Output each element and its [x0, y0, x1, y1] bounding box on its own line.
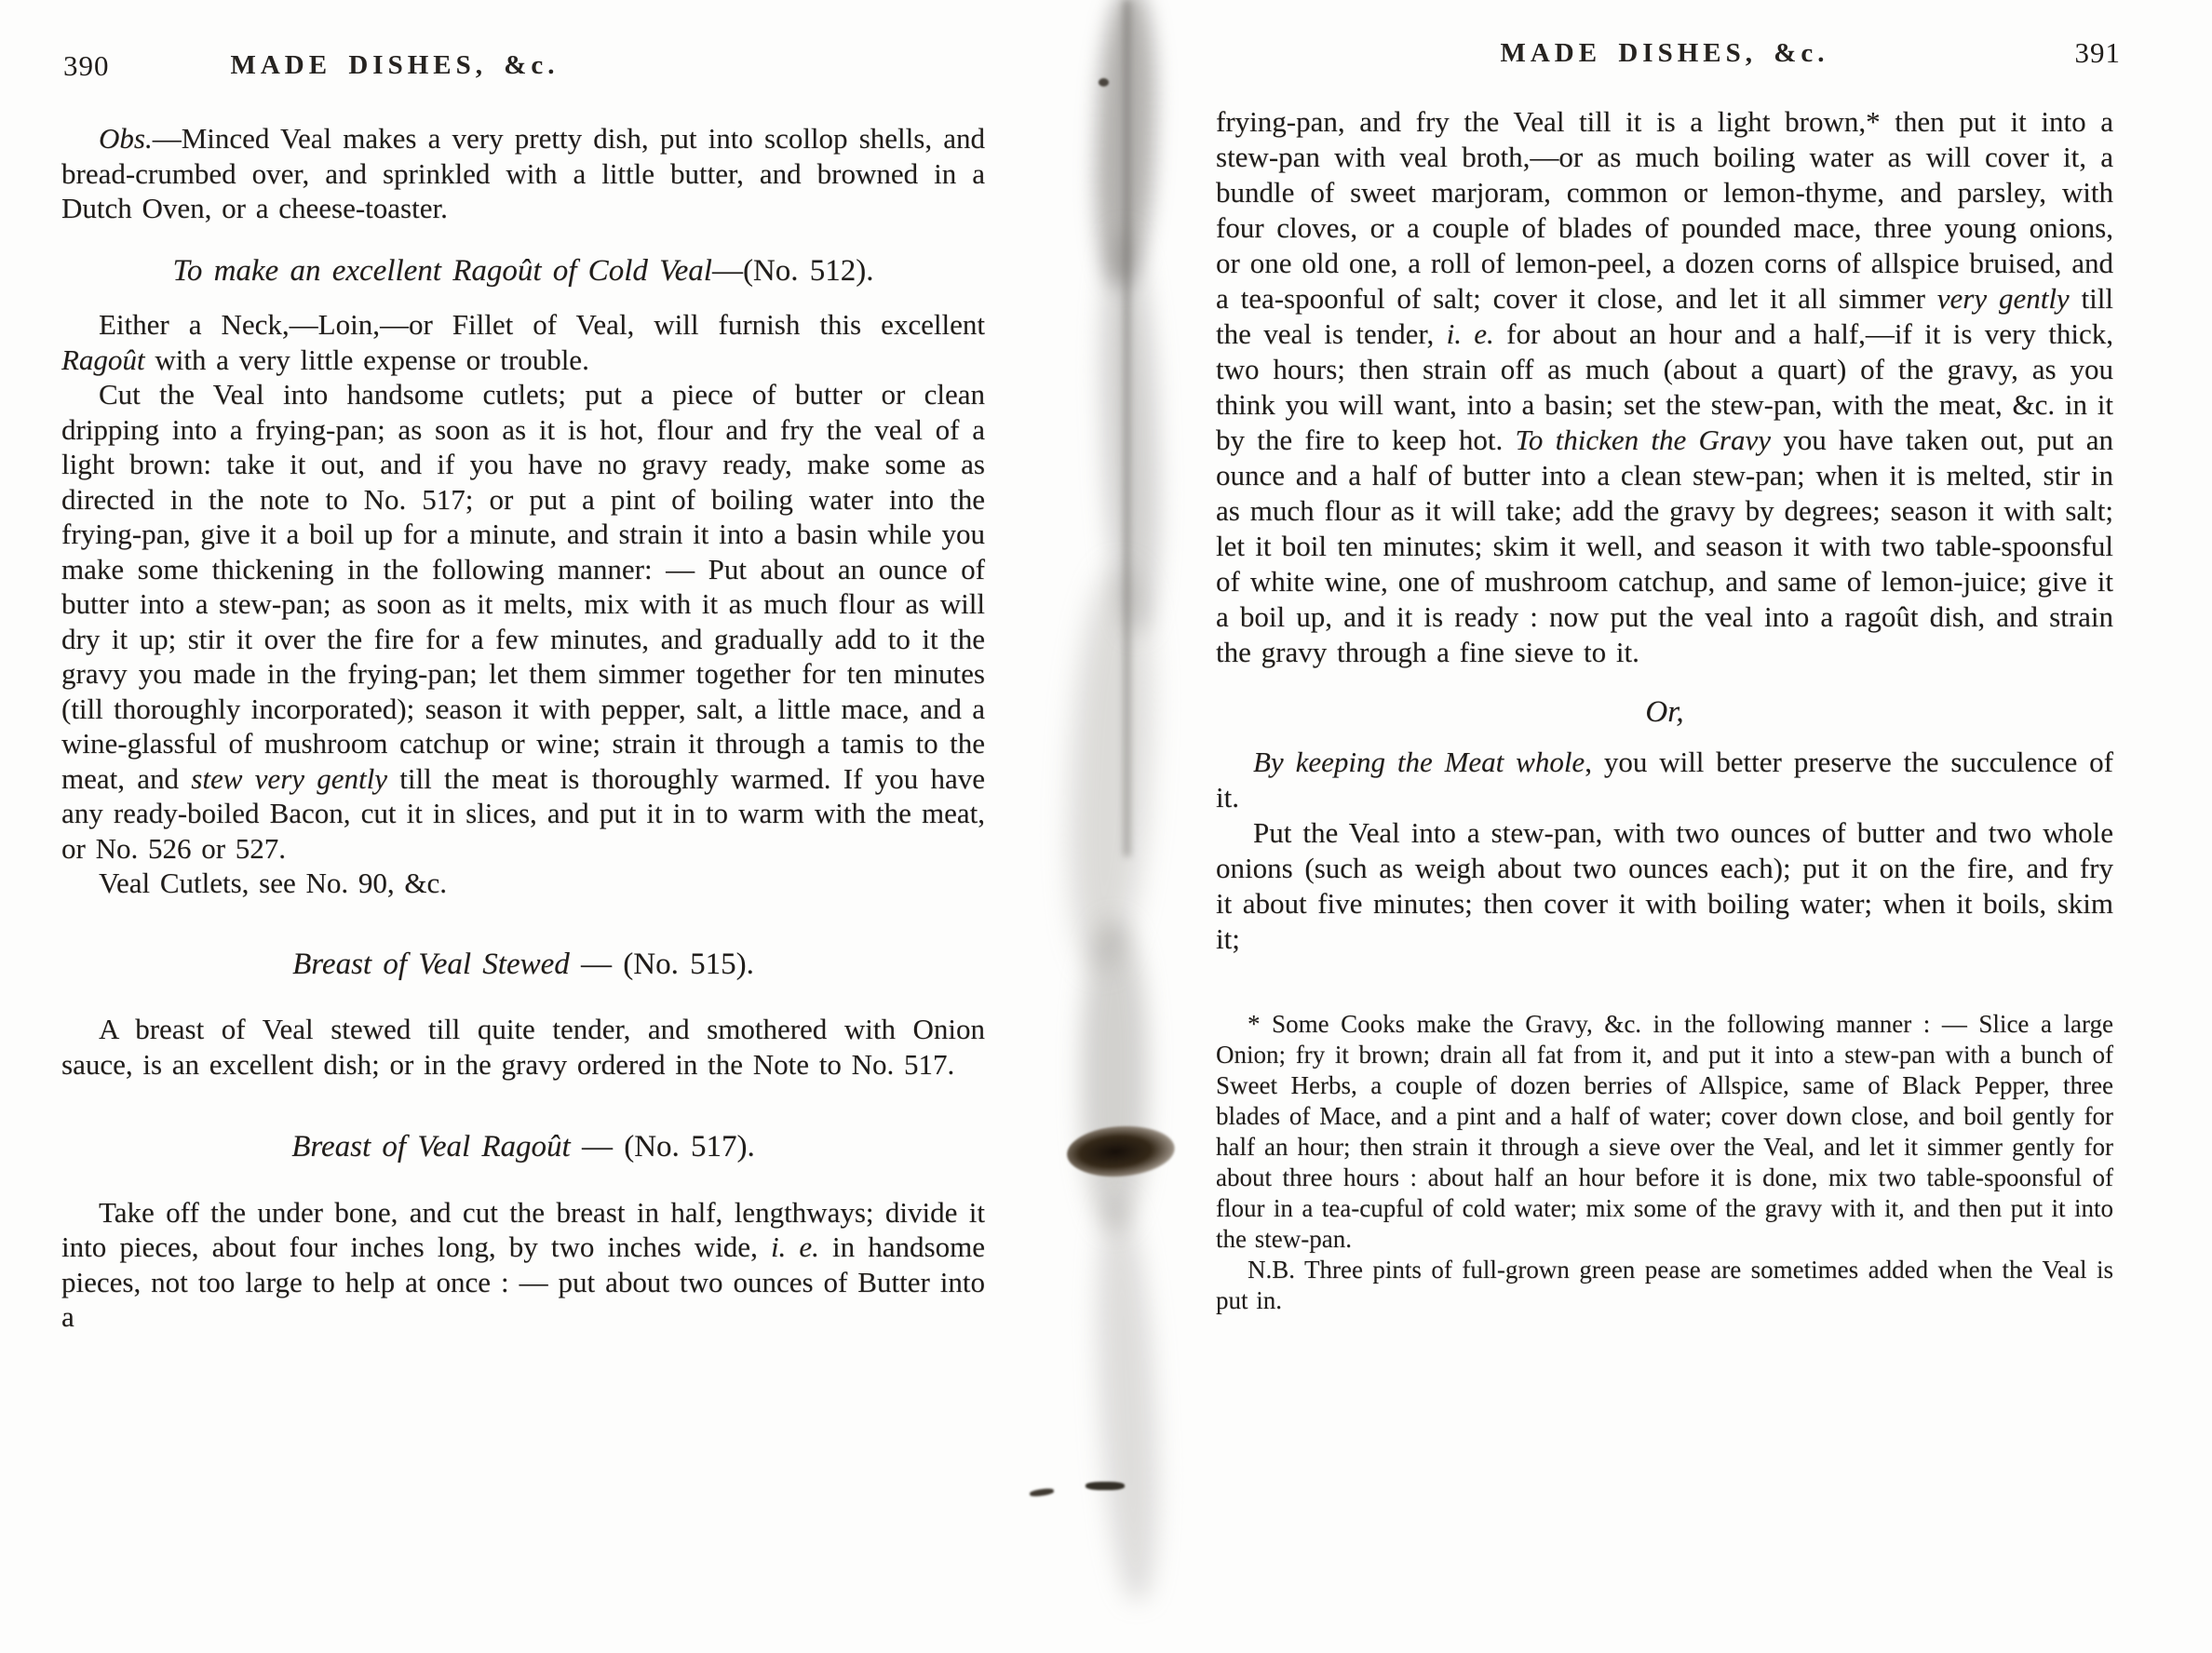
heading-no-515: Breast of Veal Stewed — (No. 515). — [292, 947, 754, 981]
paragraph-put-veal-stewpan: Put the Veal into a stew-pan, with two ounces of butter and two whole onions (such as weigh about two ounces each); put it on the fire, and fry it about five minutes; then cover it with boiling water; when it boils, skim it; — [1216, 816, 2113, 955]
paragraph-take-off-bone: Take off the under bone, and cut the breast in half, lengthways; divide it into pieces, about four inches long, by two inches wide, i. e. in handsome pieces, not too large to help at once : — put about two ounces of Butter into a — [61, 1195, 985, 1333]
paragraph-keeping-meat-whole: By keeping the Meat whole, you will better preserve the succulence of it. — [1216, 746, 2114, 813]
left-page-text-column — [61, 121, 985, 1335]
binding-shadow-middle — [1062, 566, 1159, 970]
binding-shadow-upper — [1098, 232, 1164, 634]
left-page-header — [61, 48, 985, 87]
binding-shadow-top — [1091, 0, 1159, 288]
left-page-number: 390 — [63, 49, 110, 82]
paragraph-cut-the-veal: Cut the Veal into handsome cutlets; put a piece of butter or clean dripping into a frying-pan; as soon as it is hot, flour and fry the veal of a light brown: take it out, and if you have no gravy ready, make some as directed in the note to No. 517; or put a pint of boiling water into the frying-pan, give it a boil up for a minute, and strain it into a basin while you make some thickening in the following manner: — Put about an ounce of butter into a stew-pan; as soon as it melts, mix with it as much flour as will dry it up; stir it over the fire for a few minutes, and gradually add to it the gravy you made in the frying-pan; let them simmer together for ten minutes (till thoroughly incorporated); season it with pepper, salt, a little mace, and a wine-glassful of mushroom catchup or wine; strain it through a tamis to the meat, and stew very gently till the meat is thoroughly warmed. If you have any ready-boiled Bacon, cut it in slices, and put it in to warm with the meat, or No. 526 or 527. — [61, 378, 985, 865]
binding-crease-line — [1124, 0, 1130, 856]
right-page-text-column — [1216, 104, 2113, 1316]
right-page-number: 391 — [2074, 36, 2121, 69]
right-running-head: MADE DISHES, &c. — [1500, 38, 1829, 68]
ink-blot-stain — [1065, 1122, 1176, 1180]
heading-or: Or, — [1645, 695, 1684, 729]
binding-shadow-bottom — [1090, 1200, 1165, 1602]
paragraph-frying-pan-continuation: frying-pan, and fry the Veal till it is a light brown,* then put it into a stew-pan with veal broth,—or as much boiling water as will cover it, a bundle of sweet marjoram, common or lemon-thyme, and parsley, with four cloves, or a couple of blades of pounded mace, three young onions, or one old one, a roll of lemon-peel, a dozen corns of allspice bruised, and a tea-spoonful of salt; cover it close, and let it all simmer very gently till the veal is tender, i. e. for about an hour and a half,—if it is very thick, two hours; then strain off as much (about a quart) of the gravy, as you think you will want, into a basin; set the stew-pan, with the meat, &c. in it by the fire to keep hot. To thicken the Gravy you have taken out, put an ounce and a half of butter into a clean stew-pan; when it is melted, stir in as much flour as it will take; add the gravy by degrees; season it with salt; let it boil ten minutes; skim it well, and season it with two table-spoonsful of white wine, one of mushroom catchup, and same of lemon-juice; give it a boil up, and it is ready : now put the veal into a ragoût dish, and strain the gravy through a fine sieve to it. — [1216, 105, 2114, 668]
footnote-gravy-method: * Some Cooks make the Gravy, &c. in the following manner : — Slice a large Onion; fry it brown; drain all fat from it, and put it into a stew-pan with a bunch of Sweet Herbs, a couple of dozen berries of Allspice, same of Black Pepper, three blades of Mace, and a pint and a half of water; cover down close, and boil gently for half an hour; then strain it through a sieve over the Veal, and let it simmer gently for about three hours : about half an hour before it is done, mix two table-spoonsful of flour in a tea-cupful of cold water; mix some of the gravy with it, and then put it into the stew-pan. — [1216, 1010, 2113, 1253]
right-page — [1216, 35, 2121, 1316]
scan-speck — [1099, 78, 1109, 87]
heading-no-512: To make an excellent Ragoût of Cold Veal—(No. 512). — [172, 253, 874, 288]
right-page-header — [1216, 35, 2121, 74]
heading-no-517: Breast of Veal Ragoût — (No. 517). — [291, 1130, 755, 1163]
line-veal-cutlets-ref: Veal Cutlets, see No. 90, &c. — [99, 867, 448, 899]
paragraph-either-neck: Either a Neck,—Loin,—or Fillet of Veal, will furnish this excellent Ragoût with a very little expense or trouble. — [61, 308, 985, 376]
left-page — [61, 48, 985, 1335]
footnote-nb-green-pease: N.B. Three pints of full-grown green pease are sometimes added when the Veal is put in. — [1216, 1256, 2113, 1314]
scan-mark-small — [1030, 1487, 1055, 1498]
paragraph-breast-stewed: A breast of Veal stewed till quite tender, and smothered with Onion sauce, is an excellent dish; or in the gravy ordered in the Note to No. 517. — [61, 1013, 985, 1081]
left-running-head: MADE DISHES, &c. — [230, 50, 560, 80]
scan-mark-large — [1086, 1482, 1125, 1490]
binding-shadow-lower — [1082, 921, 1147, 1229]
obs-paragraph: Obs.—Minced Veal makes a very pretty dish, put into scollop shells, and bread-crumbed over, and sprinkled with a little butter, and browned in a Dutch Oven, or a cheese-toaster. — [61, 122, 985, 224]
